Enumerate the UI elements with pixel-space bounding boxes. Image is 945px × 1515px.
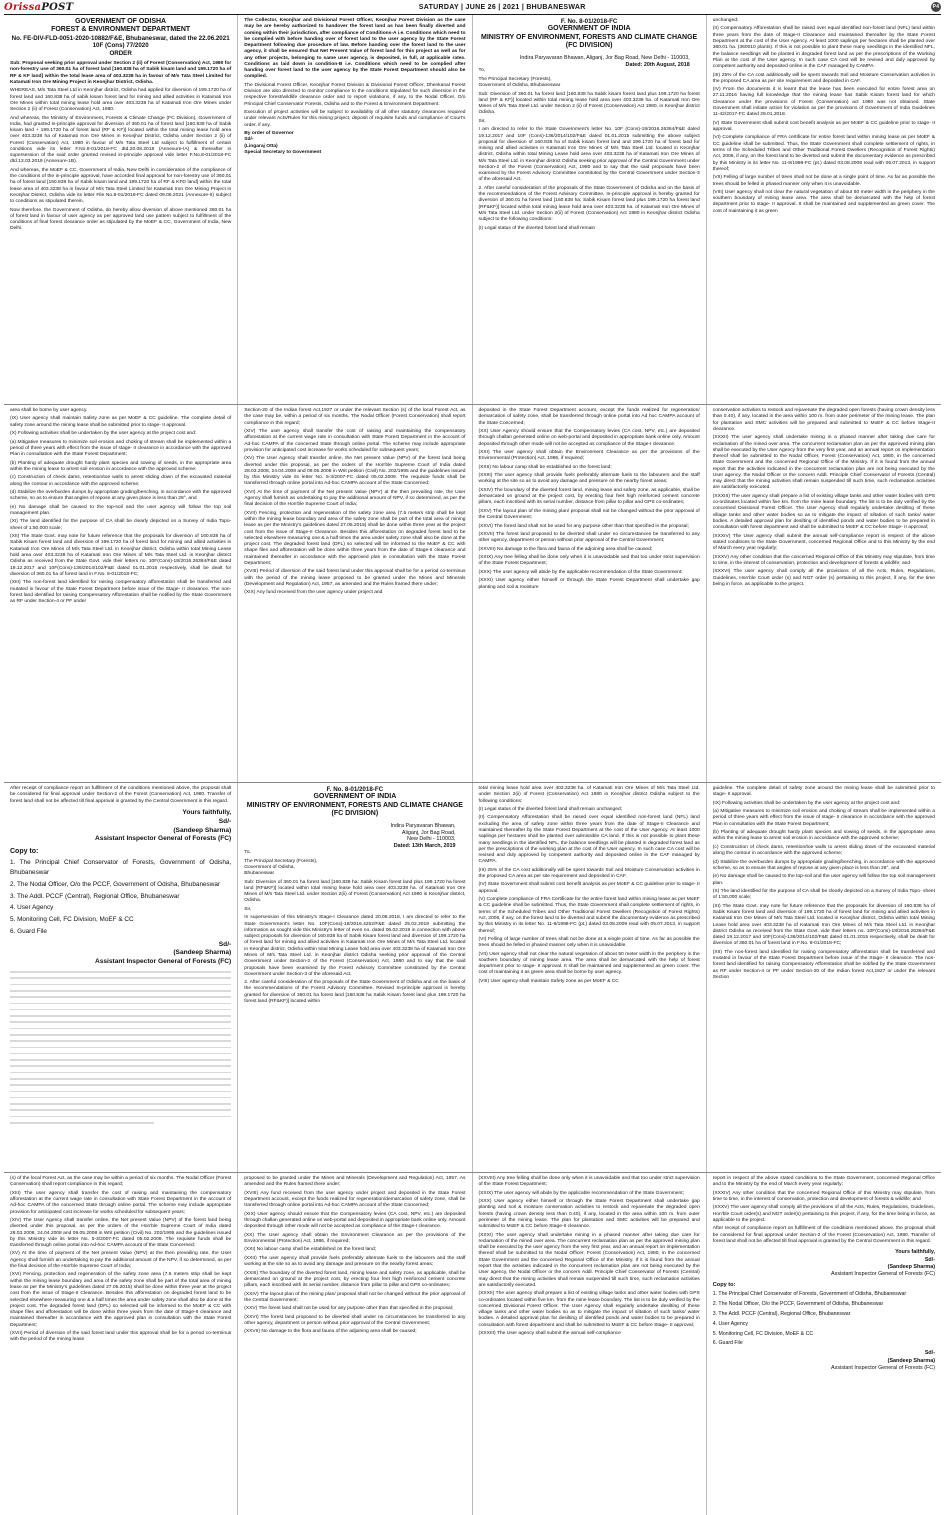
- condition-item: (XXIII) The boundary of the diverted forest land, mining lease and safety zone, as applicable, shall be demarcated on ground at the project cost, by erecting four feet high reinforced cement concrete pillars, each inscribed with its serial number, distance from pillar to pillar and GPS co-ordinates;: [244, 1270, 466, 1289]
- condition-item: (b) Planting of adequate drought hardy plant species and sowing of seeds, in the appropriate area within the mining lease to arrest soil erosion in accordance with the approved scheme;: [712, 830, 935, 842]
- signatory-name: (Sandeep Sharma): [173, 949, 232, 957]
- letter-salutation: Sir,: [478, 118, 486, 124]
- signatory-name: (Sandeep Sharma): [887, 1263, 935, 1270]
- copy-to-item: 4. User Agency: [712, 1320, 748, 1327]
- column-signoff-2018: [4, 783, 238, 1172]
- condition-item: (VII) Felling of large number of trees shall not be done at a single point of time. As far as possible the trees should be felled in phased manner only when it is unavoidable.: [712, 175, 935, 187]
- letter-gov-heading: GOVERNMENT OF INDIA: [547, 25, 631, 33]
- condition-item: (XXIV) The layout plan of the mining plan/ proposal shall not be changed without the prior approval of the Central Government;: [244, 1291, 466, 1303]
- condition-item: (XXIII) The user agency shall provide fuels preferably alternate fuels to the labourers and the staff working at the site so as to avoid any damage and pressure on the nearby forest areas;: [478, 473, 700, 485]
- by-order-line: By order of Governor: [244, 131, 294, 137]
- condition-item: (XXIV) The boundary of the diverted forest land, mining lease and safety zone, as applicable, shall be demarcated on ground at the project cost, by erecting four feet high reinforced cement concrete pillars, each inscribed with its serial number, distance from pillar to pillar and GPS co-ordinates;: [478, 487, 700, 506]
- condition-item: (II) Compensatory Afforestation shall be raised over equal identified non-forest land (NFL) land excluding the area of safety zone within three years from the date of Stage-II Clearance and maintained thereafter by the State Forest Department at the cost of the User Agency. At least 1000 saplings per hectares shall be planted over admissible CA land. If this is not possible to plant these many seedlings in the identified NFL, the balance seedlings will be planted in degraded forest land as per the prescriptions of the working plan at the cost of the User agency. In such case CA cost will be revised and duly approved by competent authority and deposited online in the CAF managed by CAMPA.: [478, 815, 700, 865]
- column-conditions-a: [4, 405, 238, 782]
- letter-address: Aliganj, Jor Bag Road,: [401, 829, 456, 836]
- signature-block: [713, 1350, 935, 1372]
- condition-item: (XVI) At the time of payment of the Net present Value (NPV) at the then prevailing rate, the User Agency shall furnish an undertaking to pay the additional amount of NPV, if so determined, as per the final decision of the Hon'ble Supreme Court of India;: [244, 489, 466, 508]
- letter-address: Indira Paryavaran Bhawan,: [390, 822, 456, 829]
- condition-item: (X) Following activities shall be undertaken by the user agency at the project cost and:: [10, 431, 197, 437]
- condition-item: (XXXV) The user agency shall comply all the provisions of all the Acts, Rules, Regulations, Guidelines, Hon'ble Court order(s) and NGT order(s) pertaining to this project, if any, for the time being in force, as applicable to the project.: [712, 1205, 935, 1223]
- condition-item: (XXI) No labour camp shall be established on the forest land;: [244, 1247, 377, 1253]
- condition-item: (d) Stabilize the overburden dumps by appropriate grading/benching, in accordance with the approved scheme, so as to ensure that angles of repose at any given place is less than 28°, and: [10, 490, 232, 502]
- condition-item: guideline. The complete detail of safety zone around the mining lease shall be submitted prior to stage- II approval.: [712, 786, 935, 798]
- column-order-odisha-cont: [238, 15, 472, 404]
- condition-item: (I) Legal status of the diverted forest land shall remain: [478, 225, 596, 231]
- column-order-odisha: [4, 15, 238, 404]
- copy-to-item: 1. The Principal Chief Conservator of Forests, Government of Odisha, Bhubaneswar: [712, 1290, 907, 1297]
- condition-item: (XX) User Agency should ensure that the Compensatory levies (CA cost, NPV, etc.) are deposited through challan generated online on web-portal and deposited in appropriate bank online only. Amount deposited through other mode will not be accepted as compliance of the Stage-I clearance.: [478, 428, 700, 447]
- faded-text-filler: [10, 971, 231, 1123]
- letter-address: Indira Paryavaran Bhawan, Aliganj, Jor Bag Road, New Delhi - 110003,: [519, 54, 690, 61]
- condition-item: (IV) State Government shall submit cost benefit analysis as per MoEF & CC guideline prior to stage- II approval.: [478, 882, 700, 894]
- condition-item: (XV) The User Agency shall transfer online, the Net present Value (NPV) of the forest land being diverted under this proposal, as per the orders of the Hon'ble Supreme Court of India dated 28.03.2008, 24.04.2008 and 09.05.2008 in Writ petition (Civil) No. 202/1995 and the guidelines issued by this Ministry vide its letter No. 5-3/2007-FC dated 05.02.2009. The requisite funds shall be transferred through online portal into Ad-hoc CAMPA account of the State Concerned;: [244, 456, 466, 487]
- letter-salutation: Sir,: [244, 906, 252, 912]
- condition-item: (XXXI) The user agency shall undertake mining in a phased manner after taking due care for reclamation of the mined over area. The concurrent reclamation plan as per the approved mining plan shall be executed by the user agency from the very first year, and an annual report on implementation thereof shall be submitted to the Nodal Officer, Forest (Conservation) Act, 1980, in the concerned State Government and the concerned Regional Office of the Ministry. If it is found from the annual report that the activities indicated in the concurrent reclamation plan are not being executed by the User agency, the Nodal Officer or the concern Addl. Principle Chief Conservator of Forests (Central) may direct that the mining activities shall remain suspended till such time, such reclamation activities are satisfactorily executed.: [478, 1232, 700, 1288]
- copy-to-item: 5. Monitoring Cell, FC Division, MoEF & CC: [10, 916, 134, 924]
- condition-item: (III) 25% of the CA cost additionally will be spent towards Soil and Moisture Conservation activities in the proposed CA area as per site requirement and deposited in CAF.: [478, 867, 700, 880]
- condition-item: (e) No damage shall be caused to the top-soil and the user agency will follow the top soil management plan.: [712, 874, 935, 886]
- column-conditions-g: [473, 1173, 707, 1515]
- column-letter-2019-conditions-b: [707, 783, 941, 1172]
- paragraph: unchanged;: [712, 18, 739, 23]
- condition-item: (XII) The non-forest land identified for raising compensatory afforestation shall be transferred and mutated in favour of the State Forest Department before issue of the Stage- II clearance. The non-forest land identified for raising Compensatory Afforestation shall be notified by the State Government as RF under Section-4 or PF under Section-20 of the Indian forest Act,1927 or under the relevant Section: [712, 949, 935, 980]
- condition-item: (XXVIII) No damage to the flora and fauna of the adjoining area shall be caused;: [478, 546, 653, 552]
- signatory-title: Assistant Inspector General of Forests (FC): [831, 1271, 935, 1278]
- condition-item: (XII) The State Govt. may note for future reference that the proposals for diversion of 160.838 ha of Sabik Kisam forest land and diversion of 199.1720 ha of forest land for mining and allied activities in Katamati Iron Ore Mines of M/s Tata Steel Ltd. in Keonjhar district, Odisha within total Mining Lease hold area over 403.3238 ha of Katamati Iron Ore Mines of M/s Tata Steel Ltd. in Keonjhar district Odisha as received from the State Govt. vide their letters no. 10F(Cons)-18/2016.26364/F&E dated 19.12.2017 and 10F(Cons)-136/2014/102/F&E dated 01.01.2015 respectively, shall be dealt for diversion of 360.01 ha of forest land in F.No. 8-01/2018-FC;: [10, 534, 232, 577]
- condition-item: (V) State Government shall submit cost benefit analysis as per MoEF & CC guideline prior to stage- II approval.: [712, 120, 935, 132]
- condition-item: (XIX) Any fund received from the user agency under project and: [244, 590, 383, 596]
- signature-block: [10, 809, 231, 845]
- letter-file-number: F. No. 8-01/2018-FC: [560, 18, 618, 25]
- condition-item: (XXVI) The forest land proposed to be diverted shall under no circumstances be transferred to any other agency, department or person without prior approval of the Central Government;: [244, 1314, 466, 1326]
- condition-item: (XX) The User agency shall obtain the Environment Clearance as per the provisions of the Environmental (Protection) Act, 1986, if required;: [244, 1232, 466, 1244]
- condition-item: (XXXV) Any other condition that the concerned Regional Office of this Ministry may stipulate, from time to time, in the interest of conservation, protection and development of forests & wildlife; and: [712, 554, 935, 566]
- condition-item: (XXII) The user agency shall provide fuels preferably alternate fuels to the labourers and the staff working at the site so as to avoid any damage and pressure on the nearby forest areas;: [244, 1255, 466, 1268]
- condition-item: (XXVII) No damage to the flora and fauna of the adjoining area shall be caused;: [244, 1329, 417, 1335]
- letter-to: To,: [244, 850, 251, 856]
- condition-item: total mining lease hold area over 403.3238 ha. of Katamati Iron Ore Mines of M/s Tata Steel Ltd. under Section 2(ii) of Forest (Conservation) Act 1980 in Keonjhar district Odisha subject to the following conditions:: [478, 786, 700, 804]
- condition-item: (c) Construction of check dams, retention/toe walls to arrest sliding down of the excavated material along the contour in accordance with the approved scheme;: [10, 475, 232, 487]
- condition-item: (XXV) The forest land shall not be used for any purpose other than that specified in the proposal;: [244, 1306, 454, 1312]
- condition-item: (XXVII) The forest land proposed to be diverted shall under no circumstances be transferred to any other agency, department or person without prior approval of the Central Government;: [478, 532, 700, 544]
- copy-to-item: 6. Guard File: [10, 927, 47, 935]
- condition-item: (X) The land identified for the purpose of CA shall be clearly depicted on a Survey of India Topo- sheet of 1:50,000 scale;: [712, 889, 935, 901]
- condition-item: (XIX) User agency should ensure that the Compensatory levies (CA cost, NPV, etc.) are deposited through challan generated online on web-portal and deposited in appropriate bank online only. Amount deposited through other mode will not be accepted as compliance of the Stage-I clearance.: [244, 1211, 466, 1230]
- band-3: [4, 783, 941, 1173]
- letter-date: Dated: 13th March, 2019: [393, 843, 456, 850]
- condition-item: (XI) The land identified for the purpose of CA shall be clearly depicted on a Survey of India Topo- sheet of 1:50,000 scale;: [10, 519, 232, 531]
- condition-item: (XXXIV) Any other condition that the concerned Regional Office of this Ministry may stipulate, from time to time, in the interest of conservation, protection and development of forests & wildlife; and: [712, 1190, 935, 1202]
- condition-item: (VI) Complete compliance of FRA certificate for entire forest land within mining lease as per MoEF & CC guideline shall be submitted. Thus, the State Government shall complete settlement of rights, in terms of the Scheduled Tribes and Other Traditional Forest Dwellers (Recognition of Forest Rights) Act, 2006, if any, on the forest land to be diverted and submit the documentary evidence as prescribed by this Ministry in its letter No. 11-9/1998-FC (pt.) dated 03.08.2009 read with 05.07.2013, in support thereof;: [712, 135, 935, 172]
- copy-to-item: 4. User Agency: [10, 904, 54, 912]
- condition-item: (VII) User agency shall not clear the natural vegetation of about 50 meter width in the periphery in the southern boundary of mining lease area. The area shall be demarcated with the help of forest department prior to stage- II approval. It shall be maintained and supplemented as green cover. The cost of maintaining it as green area shall be borne by user agency.: [478, 951, 700, 976]
- column-conditions-e: [4, 1173, 238, 1515]
- letter-subject: Sub: Diversion of 360.01 ha forest land [160.838 ha: Sabik Kisam forest land plus 199.1720 ha forest land (RF&KF)] located within total mining lease hold area over 403.3238 ha. of Katamati Iron Ore Mines of M/s Tata Steel Ltd. under Section 2(ii) of Forest (Conservation) Act 1980 in Keonjhar district, Odisha.: [244, 879, 466, 904]
- band-2: [4, 405, 941, 783]
- column-conditions-d: [707, 405, 941, 782]
- condition-item: (XXX) User agency either himself or through the State Forest Department shall undertake gap planting and soil & moisture conservation activities to restock and rejuvenate the degraded open forests (having crown density less than 0.40), if any, located in the area within 100 m. from outer perimeter of the mining lease. The plan for plantation and SMC activities will be prepared and submitted to MoEF & CC before Stage-II clearance.: [478, 1199, 700, 1230]
- paragraph: After receipt of compliance report on fulfillment of the conditions mentioned above, the proposal shall be considered for final approval under Section-2 of the Forest (Conservation) Act, 1980. Transfer of forest land shall not be affected till final approval is granted by the Central Government in this regard.: [10, 786, 232, 804]
- condition-item: (XXXI) User agency either himself or through the State Forest Department shall undertake gap planting and soil & moisture: [478, 578, 700, 590]
- signature-block: [713, 1249, 935, 1278]
- condition-item: (a) Mitigative measures to minimize soil erosion and choking of stream shall be implemented within a period of three years with effect from the issue of stage- II clearance in accordance with the approved Plan in consultation with the State Forest Department;: [712, 809, 935, 827]
- letter-recipient: Bhubaneswar: [244, 871, 275, 877]
- condition-item: (VI) Felling of large number of trees shall not be done at a single point of time. As far as possible the trees should be felled in phased manner only when it is unavoidable.: [478, 936, 700, 949]
- masthead: [4, 0, 941, 15]
- condition-item: (XXX) The user agency will abide by the applicable recommendation of the State Government;: [478, 569, 683, 575]
- condition-item: (XXXIV) The User agency shall submit the annual self-compliance report in respect of the above stated conditions to the State Government, concerned Regional Office and to this Ministry by the end of March every year regularly;: [712, 533, 935, 552]
- condition-item: (e) No damage shall be caused to the top-soil and the user agency will follow the top soil management plan.: [10, 504, 232, 517]
- page-number-badge: P4: [932, 4, 940, 10]
- signature-mark: Sd/-: [218, 817, 232, 825]
- condition-item: (c) Construction of check dams, retention/toe walls to arrest sliding down of the excavated material along the contour in accordance with the approved scheme;: [712, 844, 935, 857]
- paragraph: The Divisional Forest Officer, Keonjhar Forest Division & Divisional Forest Officer, Dhenkanal Forest Division are also directed to monitor compliance to the conditions stipulated for such diversion in the respective forest/wildlife clearance order and to report violations, if any, to the Nodal Officer, O/o Principal Chief Conservator Forests, Odisha and to the Forest & Environment Department.: [244, 82, 466, 107]
- paragraph: WHEREAS, M/s Tata Steel Ltd in Keonjhar district, Odisha had applied for diversion of 199.1720 ha of forest land and 160.838 ha of sabik kisam forest land for mining and allied activities in Katamati Iron Ore Mines within total mining lease hold area over 403.3238 ha of Katamati Iron Ore Mines under Section 2 (ii) of Forest (Conservation) Act, 1980.: [10, 88, 232, 113]
- signature-mark: Sd/-: [244, 137, 254, 143]
- signatory-title: Special Secretary to Government: [244, 149, 322, 155]
- condition-item: (XXV) The layout plan of the mining plan/ proposal shall not be changed without the prior approval of the Central Government;: [478, 508, 700, 521]
- signatory-title: Assistant Inspector General of Forests (FC): [831, 1365, 935, 1372]
- copy-to-item: 3. The Addl. PCCF (Central), Regional Office, Bhubaneswar: [10, 892, 180, 900]
- column-letter-2019-conditions: [473, 783, 707, 1172]
- condition-item: Section-20 of the Indian forest Act,1927 or under the relevant Section (s) of the local Forest Act, as the case may be, within a period of six months. The Nodal Officer (Forest Conservation) shall report compliance in this regard;: [244, 408, 466, 426]
- condition-item: (XV) At the time of payment of the Net present Value (NPV) at the then prevailing rate, the User Agency shall furnish an undertaking to pay the additional amount of the NPV, if so determined, as per the final decision of the Hon'ble Supreme Court of India;: [10, 1251, 232, 1270]
- signature-mark: Sd/-: [924, 1350, 935, 1357]
- signatory-name: (Sandeep Sharma): [173, 826, 232, 834]
- closing: Yours faithfully,: [182, 808, 232, 816]
- condition-item: deposited in the State Forest Department account, except the funds realized for regeneration/ demarcation of safety zone, shall be transferred through online portal into Ad hoc CAMPA account of the State Concerned;: [478, 408, 700, 426]
- paragraph: After receipt of compliance report on fulfillment of the conditions mentioned above, the proposal shall be considered for final approval under Section-2 of the Forest (Conservation) Act, 1980. Transfer of forest land shall not be affected till final approval is granted by the Central Government in this regard.: [712, 1226, 935, 1244]
- condition-item: (II) Compensatory Afforestation shall be raised over equal identified non-forest land (NFL) land within three years from the date of Stage-II Clearance and maintained thereafter by the State Forest Department at the cost of the User Agency. At least 1000 saplings per hectares shall be planted over 360.01 ha. (360010 plants). If this is not possible to plant these many seedlings in the identified NFL, the balance seedlings will be planted in degraded forest land as per the prescriptions of the Working Plan at the cost of the User agency. In such case CA cost will be revised and duly approved by competent authority and deposited online in the CAF managed by CAMPA.: [712, 26, 935, 70]
- signatory-title: Assistant Inspector General of Forests (FC): [94, 835, 232, 843]
- column-letter-2019: [238, 783, 472, 1172]
- column-letter-2018-conditions: [707, 15, 941, 404]
- paragraph: In supersession of this Ministry's Stage-I Clearance dated 20.08.2018, I am directed to refer to the State Government's letter No. 10F(Cons)-18/2016.4252/F&E dated 25.02.2019 submitting the information as sought vide this Ministry's letter of even no. dated 06.02.2019 in connection with above subject proposals for diversion of 160.838 ha of Sabik Kisam forest land and diversion of 199.1720 ha of forest land for mining and allied activities in Katamati Iron Ore Mines of M/s Tata Steel Ltd. located in Keonjhar district, Odisha within total Mining Lease hold area over 403.3238 ha of Katamati Iron Ore Mines of M/s Tata Steel Ltd. in Keonjhar district Odisha seeking prior approval of the Central Government under Section-2 of the Forest (Conservation) Act, 1980 and to say that the said proposals have been examined by the Forest Advisory Committee constituted by the Central Government under Section-3 of the aforesaid Act.: [244, 915, 466, 977]
- condition-item: (IX) User agency shall maintain Safety zone as per MoEF & CC guideline. The complete detail of safety zone around the mining lease shall be submitted prior to stage- II approval.: [10, 416, 232, 428]
- letter-gov-heading: GOVERNMENT OF INDIA: [313, 793, 397, 801]
- condition-item: (XIII) The non-forest land identified for raising compensatory afforestation shall be transferred and mutated in favour of the State Forest Department before issue of the Stage- II clearance. The non-forest land identified for raising Compensatory Afforestation shall be notified by the State Government as RF under Section-4 or PF under: [10, 580, 232, 605]
- condition-item: area shall be borne by user agency.: [10, 408, 88, 413]
- condition-item: (I) Legal status of the diverted forest land shall remain unchanged;: [478, 806, 623, 812]
- signature-block: [10, 941, 231, 968]
- condition-item: (d) Stabilize the overburden dumps by appropriate grading/benching, in accordance with the approved scheme, so as to ensure that angles of repose at any given place is less than 28°, and: [712, 859, 935, 871]
- condition-item: proposed to be granted under the Mines and Minerals (Development and Regulation) Act, 1957. As amended and the Rules framed there under;: [244, 1176, 466, 1188]
- paragraph: And whereas, the Ministry of Environment, Forests & Climate Change (FC Division), Government of India, had granted in-principle approval for diversion of 360.01 ha of forest land [160.838 ha of Sabik kisam land + 199.1720 ha of forest land (RF & KF)] located within the total mining lease hold area over 403.3238 ha of Katamati Iron Ore Mines in Keonjhar District, Odisha under Section 2 (ii) of Forest (Conservation) Act, 1980 in favour of M/s Tata Steel Ltd subject to fulfillment of certain conditions vide its letter F.No.8-01/2018-FC dtd.20.08.2018 (Annexure-IA) & thereafter in supersession of the said order granted revised in-principle approval vide letter F.No.8-01/2018-FC dtd.13.03.2019 (Annexure-1B).: [10, 115, 232, 165]
- paragraph: 2. After careful consideration of the proposals of the State Government of Odisha and on the basis of the recommendations of the Forest Advisory Committee, Revised In-principle approval is hereby granted for diversion of 360.01 ha forest land [160.838 ha Sabik Kisam forest land plus 199.1720 ha forest land (RF&KF)] located within: [244, 980, 466, 1005]
- condition-item: (III) 25% of the CA cost additionally will be spent towards Soil and Moisture Conservation activities in the proposed CA area as per site requirement and deposited in CAF.: [712, 72, 935, 84]
- paragraph: The Collector, Keonjhar and Divisional Forest Officer, Keonjhar Forest Division as the case may be are hereby authorized to handover the forest land as has been finally diverted and coming within their jurisdiction, after compliance of Conditions-A i.e. Conditions which need to be complied with before handing over of forest land to the user agency by the State Forest Department following due procedure of law. Before handing over the forest land to the user agency, it shall be ensured that Net Present Value of forest land for this project as well as for any other projects, belonging to same user agency, is deposited, in full, at applicable rates. Conditions as laid down in condition-B i.e. Conditions which need to be complied after handing over forest land to the user agency by the State Forest Department should also be complied.: [244, 18, 466, 80]
- condition-item: (a) Mitigative measures to minimize soil erosion and choking of stream shall be implemented within a period of three years with effect from the issue of stage- II clearance in accordance with the approved Plan in consultation with the State Forest Department;: [10, 439, 232, 458]
- letter-recipient: The Principal Secretary (Forests),: [244, 858, 318, 864]
- condition-item: (b) Planting of adequate drought hardy plant species and sowing of seeds, in the appropriate area within the mining lease to arrest soil erosion in accordance with the approved scheme;: [10, 460, 232, 472]
- signature-mark: Sd/-: [924, 1256, 935, 1263]
- letter-recipient: Government of Odisha, Bhubaneswar: [478, 83, 561, 89]
- column-conditions-f: [238, 1173, 472, 1515]
- condition-item: conservation activities to restock and rejuvenate the degraded open forests (having crown density less than 0.40), if any, located in the area within 100 m. from outer perimeter of the mining lease. The plan for plantation and SMC activities will be prepared and submitted to MoEF & CC before Stage-II clearance.: [712, 408, 935, 432]
- condition-item: (XXIX) Any tree felling shall be done only when it is unavoidable and that too under strict supervision of the State Forest Department;: [478, 555, 700, 567]
- condition-item: (XVII) Period of diversion of the said forest land under this approval shall be for a period co-terminus with the period of the mining lease: [10, 1331, 232, 1343]
- condition-item: (V) Complete compliance of FRA Certificate for the entire forest land within mining lease as per MoEF & CC guideline shall be submitted. Thus, the State Government shall complete settlement of rights, in terms of the Scheduled Tribes and Other Traditional Forest Dwellers (Recognition of Forest Rights) Act, 2006, if any, on the forest land to be diverted and submit the documentary evidence as prescribed by this Ministry in its letter No. 11-9/1998-FC (pt.) dated 03.08.2009 read with 05.07.2013, in support thereof;: [478, 897, 700, 934]
- paragraph: Execution of project activities will be subject to availability of all other statutory clearances required under relevant Acts/Rules for this mining project, deposit of requisite funds and compliance of Court's order, if any.: [244, 110, 466, 128]
- letter-recipient: Government of Odisha,: [244, 864, 295, 870]
- newspaper-logo: OrissaPOST: [4, 1, 74, 13]
- column-conditions-b: [238, 405, 472, 782]
- column-signoff-2019: [707, 1173, 941, 1515]
- copy-to-item: 6. Guard File: [712, 1340, 743, 1347]
- copy-to-item: 1. The Principal Chief Conservator of Forests, Government of Odisha, Bhubaneswar: [10, 859, 232, 876]
- letter-to: To,: [478, 68, 486, 74]
- order-subject: Sub: Proposal seeking prior approval under Section 2 (ii) of Forest (Conservation) Act, 1980 for non-forestry use of 360.01 ha of forest land [160.838 ha of Sabik kisam land and 199.1720 ha of RF & KF land] within the total lease area of 403.3238 ha in favour of M/s Tata Steel Limited for Katamati Iron Ore Mining Project in Keonjhar District, Odisha.: [10, 61, 232, 85]
- condition-item: (s) of the local Forest Act, as the case may be within a period of six months. The Nodal Officer (Forest Conservation) shall report compliance in this regard;: [10, 1176, 232, 1188]
- column-letter-2018: [473, 15, 707, 404]
- column-conditions-c: [473, 405, 707, 782]
- paragraph: I am directed to refer to the State Government's letter No. 10F (Cons)-18/2016.26364/F&E dated 19.12.2017 and 10F (Cons)-136/2014/102/F&E dated 01.01.2015 submitting the above subject proposal for diversion of 160.838 ha of Sabik kisam forest land and 199.1720 ha of forest land for mining and allied activities in Katamati Iron Ore Mines of M/s Tata Steel Ltd. located in Keonjhar district, Odisha within total Mining Lease hold area over 403.3238 ha of Katamati Iron Ore Mines of M/s Tata Steel Ltd. in Keonjhar district Odisha seeking prior approval of the Central Government under Section-2 of the Forest (Conservation) Act, 1980 and to say that the said proposals have been examined by the Forest Advisory Committee constituted by the Central Government under Section-3 of the aforesaid Act.: [478, 127, 700, 183]
- closing: Yours faithfully,: [895, 1249, 935, 1256]
- condition-item: (XI) The State Govt. may note for future reference that the proposals for diversion of 160.838 ha of Sabik Kisam forest land and diversion of 199.1720 ha of forest land for mining and allied activities in Katamati Iron Ore Mines of M/s Tata Steel Ltd. located in Keonjhar district, Odisha within total Mining Lease hold area over 403.3238 ha of Katamati Iron Ore Mines of M/s Tata Steel Ltd. in Keonjhar district Odisha as received from the State Govt. vide their letters no. 10F(Cons)-18/2016.26364/F&E dated 19.12.2017 and 10F(Cons)-136/2014/102/F&E dated 01.01.2015 respectively, shall be dealt for diversion of 360.01 ha of forest land in F.No. 8-01/2018-FC;: [712, 903, 935, 947]
- condition-item: (XXXIII) The User agency shall submit the annual self-compliance: [478, 1331, 621, 1337]
- signature-mark: Sd/-: [218, 940, 232, 948]
- paragraph: 2. After careful consideration of the proposals of the State Government of Odisha and on the basis of the recommendations of the Forest Advisory Committee, In-principle approval is hereby granted for diversion of 360.01 ha forest land [160.838 ha; Sabik Kisam forest land plus 199.1720 ha forest land (RF&KF)] located within total mining lease hold area over 403.3238 ha. of Katamati Iron Ore Mines of M/s Tata Steel Ltd. under Section 2(ii) of Forest (Conservation) Act 1980 in Keonjhar district Odisha subject to the following conditions:: [478, 185, 700, 223]
- paragraph: Now therefore, the Government of Odisha, do hereby allow diversion of above mentioned 360.01 ha of forest land in favour of user agency as per approved land use pattern subject to fulfillment of the conditions of final forest clearance order as stipulated by the MoEF & CC, Government of India, New Delhi.: [10, 207, 232, 232]
- copy-to-item: 2. The Nodal Officer, O/o the PCCF, Government of Odisha, Bhubaneswar: [10, 880, 221, 888]
- condition-item: (XXXII) The user agency shall prepare a list of existing village tanks and other water bodies with GPS co-ordinates located within five km. from the mine lease boundary. The list is to be duly verified by the concerned Divisional Forest Officer. The User Agency shall regularly undertake desilting of these village tanks and other water bodies so as to mitigate the impact of siltation of such tanks/ water bodies. A detailed approval plan for desilting of identified ponds and water bodies to be prepared in consultation with forest department and shall be submitted to MoEF & CC before Stage- II approval;: [478, 1291, 700, 1328]
- order-title: ORDER: [109, 49, 132, 57]
- letter-recipient: The Principal Secretary (Forests),: [478, 76, 552, 82]
- condition-item: (XVIII) Any fund received from the user agency under project and deposited in the State Forest Department account, except the funds realized for regeneration/demarcation of safety zone, shall be transferred through online portal into Ad-hoc CAMPA account of the State Concerned;: [244, 1190, 466, 1209]
- letter-file-number: F. No. 8-01/2018-FC: [326, 786, 384, 793]
- dateline: SATURDAY | JUNE 26 | 2021 | BHUBANESWAR: [418, 3, 586, 11]
- condition-item: report in respect of the above stated conditions to the State Government, concerned Regional Office and to the Ministry by the end of March every year regularly;: [712, 1176, 935, 1188]
- paragraph: And whereas, the MoEF & CC, Government of India, New Delhi in consideration of the compliance of the conditions of the in-principle approval, have accorded final approval for non-forestry use of 360.01 ha of forest land [160.838 ha of Sabik kisam land and 199.1720 ha of RF & KFD land] within the total lease area of 403.3238 ha in favour of M/s Tata Steel Limited for Katamati Iron Ore Mining Project in Keonjhar District, Odisha vide its letter File No.8-01/2018-FC dated 09.06.2021 (Annexure-II) subject to conditions as stipulated therein.: [10, 167, 232, 205]
- letter-ministry-heading: MINISTRY OF ENVIRONMENT, FORESTS AND CLIMATE CHANGE (FC DIVISION): [246, 801, 463, 818]
- condition-item: (XVII) Fencing, protection and regeneration of the safety zone area (7.5 meters strip shall be kept within the mining lease boundary and area of the safety zone shall be part of the total area of mining lease as per the Ministry's guidelines dated 27.05.2015) shall be done within three year at the project cost from the issue of Stage-II Clearance. Besides this afforestation on degraded forest land to be selected elsewhere measuring one & a half times the area under safety zone shall also be done at the project cost. The degraded forest land (DFL) so selected will be informed to the MoEF & CC with shape files and afforestation will be done within three years from the date of Stage-II clearance and maintained thereafter in accordance with the approved plan in consultation with the State Forest Department;: [244, 510, 466, 566]
- band-1: [4, 15, 941, 405]
- copy-to-item: 2. The Nodal Officer, O/o the PCCF, Government of Odisha, Bhubaneswar: [712, 1300, 884, 1307]
- copy-to-item: 5. Monitoring Cell, FC Division, MoEF & CC: [712, 1330, 814, 1337]
- condition-item: (IV) From the documents it is learnt that the lease has been executed for entire forest area on 27.11.2016 having full knowledge that the mining lease has Sabik Kisam forest land for which Clearance under the provisions of Forest (Conservation) act 1980 was not obtained. State Government shall initiate action for violation as per the provisions of Government of India Guidelines 11-42/2017-FC dated 29.01.2018.: [712, 87, 935, 118]
- condition-item: (XVI) Fencing, protection and regeneration of the safety zone area (7.5 meters strip shall be kept within the mining lease boundary and area of the safety zone shall be part of the total area of mining lease as per the Ministry's guidelines dated 27.05.2015) shall be done within three year at the project cost from the issue of Stage-II Clearance. Besides this afforestation on degraded forest land to be selected elsewhere measuring one & a half times the area under safety zone shall also be done at the project cost. The degraded forest land (DFL) so selected will be informed to the MoEF & CC with shape files and afforestation will be done within three years from the date of Stage-II clearance and maintained thereafter in accordance with the approved plan in consultation with the State Forest Department;: [10, 1272, 232, 1328]
- condition-item: (XIV) The User Agency shall transfer online, the Net present Value (NPV) of the forest land being diverted under this proposal, as per the orders of the Hon'ble Supreme Court of India dated 28.03.2008, 24.04.2008 and 09.05.2008 in Writ petition (Civil) No. 202/1995 and the guidelines issued by this Ministry vide its letter No. 5-3/2007-FC dated 05.02.2009. The requisite funds shall be transferred through online portal into Ad-hoc CAMPA account of the State Concerned;: [10, 1217, 232, 1249]
- condition-item: (XXXIII) The user agency shall prepare a list of existing village tanks and other water bodies with GPS co-ordinates located within five km. from the mine lease boundary. The list is to be duly verified by the concerned Divisional Forest Officer. The User Agency shall regularly undertake desilting of these village tanks and other water bodies so as to mitigate the impact of siltation of such tanks/ water bodies. A detailed approval plan for desilting of identified ponds and water bodies to be prepared in consultation with forest department and shall be submitted to MoEF & CC before Stage- II approval;: [712, 493, 935, 531]
- dept-heading-2: FOREST & ENVIRONMENT DEPARTMENT: [51, 26, 191, 34]
- copy-to-heading: Copy to:: [712, 1282, 736, 1289]
- condition-item: (XIV) The user agency shall transfer the cost of raising and maintaining the compensatory afforestation at the current wage rate in consultation with State Forest Department in the account of Ad-hoc CAMPA of the concerned State through online portal. The scheme may include appropriate provision for anticipated cost increase for works scheduled for subsequent years;: [244, 428, 466, 453]
- condition-item: (XXII) No labour camp shall be established on the forest land;: [478, 464, 612, 470]
- letter-subject: Sub: Diversion of 360.01 ha forest land [160.838 ha Sabik kisam forest land plus 199.1720 ha forest land (RF & KF)] located within total mining lease hold area over 403.3238 ha. of Katamati Iron Ore Mines of M/s Tata Steel Ltd. under Section 2 (ii) of Forest (Conservation) Act 1980, in Keonjhar district Odisha.: [478, 91, 700, 116]
- letter-address: New Delhi - 110003,: [407, 836, 456, 843]
- condition-item: (XXXII) The user agency shall undertake mining in a phased manner after taking due care for reclamation of the mined over area. The concurrent reclamation plan as per the approved mining plan shall be executed by the User Agency from the very first year, and an annual report on implementation thereof shall be submitted to the Nodal Officer, Forest (Conservation) Act, 1980, in the concerned State Government and the concerned Regional Office of the Ministry. If it is found from the annual report that the activities indicated in the concurrent reclamation plan are not being executed by the User agency, the Nodal Officer or the concern Addl. Principle Chief Conservator of Forests (Central) may direct that the mining activities shall remain suspended till such time, such reclamation activities are satisfactorily executed.: [712, 435, 935, 491]
- condition-item: (XXIX) The user agency will abide by the applicable recommendation of the State Government;: [478, 1190, 684, 1196]
- band-4: [4, 1173, 941, 1515]
- condition-item: (IX) Following activities shall be undertaken by the user agency at the project cost and:: [712, 800, 901, 806]
- signatory-title: Assistant Inspector General of Forests (FC): [94, 958, 232, 966]
- condition-item: (XIII) The user agency shall transfer the cost of raising and maintaining the compensatory afforestation at the current wage rate in consultation with State Forest Department in the account of Ad-hoc CAMPA of the concerned State through online portal. The scheme may include appropriate provision for anticipated cost increase for works scheduled for subsequent years;: [10, 1190, 232, 1215]
- signatory-name: (Sandeep Sharma): [887, 1357, 935, 1364]
- condition-item: (VIII) User agency shall maintain Safety zone as per MoEF & CC: [478, 978, 619, 984]
- condition-item: (XXI) The user agency shall obtain the Environment Clearance as per the provisions of the Environmental (Protection) Act, 1986, if required;: [478, 449, 700, 462]
- copy-to-item: 3. The Addl. PCCF (Central), Regional Office, Bhubaneswar: [712, 1310, 851, 1317]
- copy-to-heading: Copy to:: [10, 848, 39, 856]
- letter-date: Dated: 20th August, 2018: [625, 61, 690, 68]
- condition-item: (XXXVI) The user agency shall comply all the provisions of all the Acts, Rules, Regulations, Guidelines, Hon'ble Court order (s) and NGT order (s) pertaining to this project, if any, for the time being in force, as applicable to the project.: [712, 569, 935, 587]
- signatory-name: (Lingaraj Otta): [244, 143, 278, 149]
- condition-item: (XVIII) Period of diversion of the said forest land under this approval shall be for a period co-terminus with the period of the mining lease proposed to be granted under the Mines and Minerals (Development and Regulation) Act, 1957, as amended and the Rules framed there under;: [244, 569, 466, 587]
- condition-item: (XXVI) The forest land shall not be used for any purpose other than that specified in the proposal;: [478, 523, 689, 529]
- order-reference: No. FE-DIV-FLD-0051-2020-10882/F&E, Bhubaneswar, dated the 22.06.2021 10F (Cons) 77/2020: [11, 34, 230, 50]
- condition-item: (XXVIII) Any tree felling shall be done only when it is unavoidable and that too under strict supervision of the State Forest Department;: [478, 1176, 700, 1188]
- dept-heading-1: GOVERNMENT OF ODISHA: [75, 18, 167, 25]
- letter-ministry-heading: MINISTRY OF ENVIRONMENT, FORESTS AND CLIMATE CHANGE (FC DIVISION): [481, 33, 698, 50]
- condition-item: (VIII) User agency shall not clear the natural vegetation of about 50 meter width in the periphery in the southern boundary of mining lease area. The area shall be demarcated with the help of forest department prior to stage- II approval. It shall be maintained and supplemented as green cover. The cost of maintaining it as green: [712, 189, 935, 214]
